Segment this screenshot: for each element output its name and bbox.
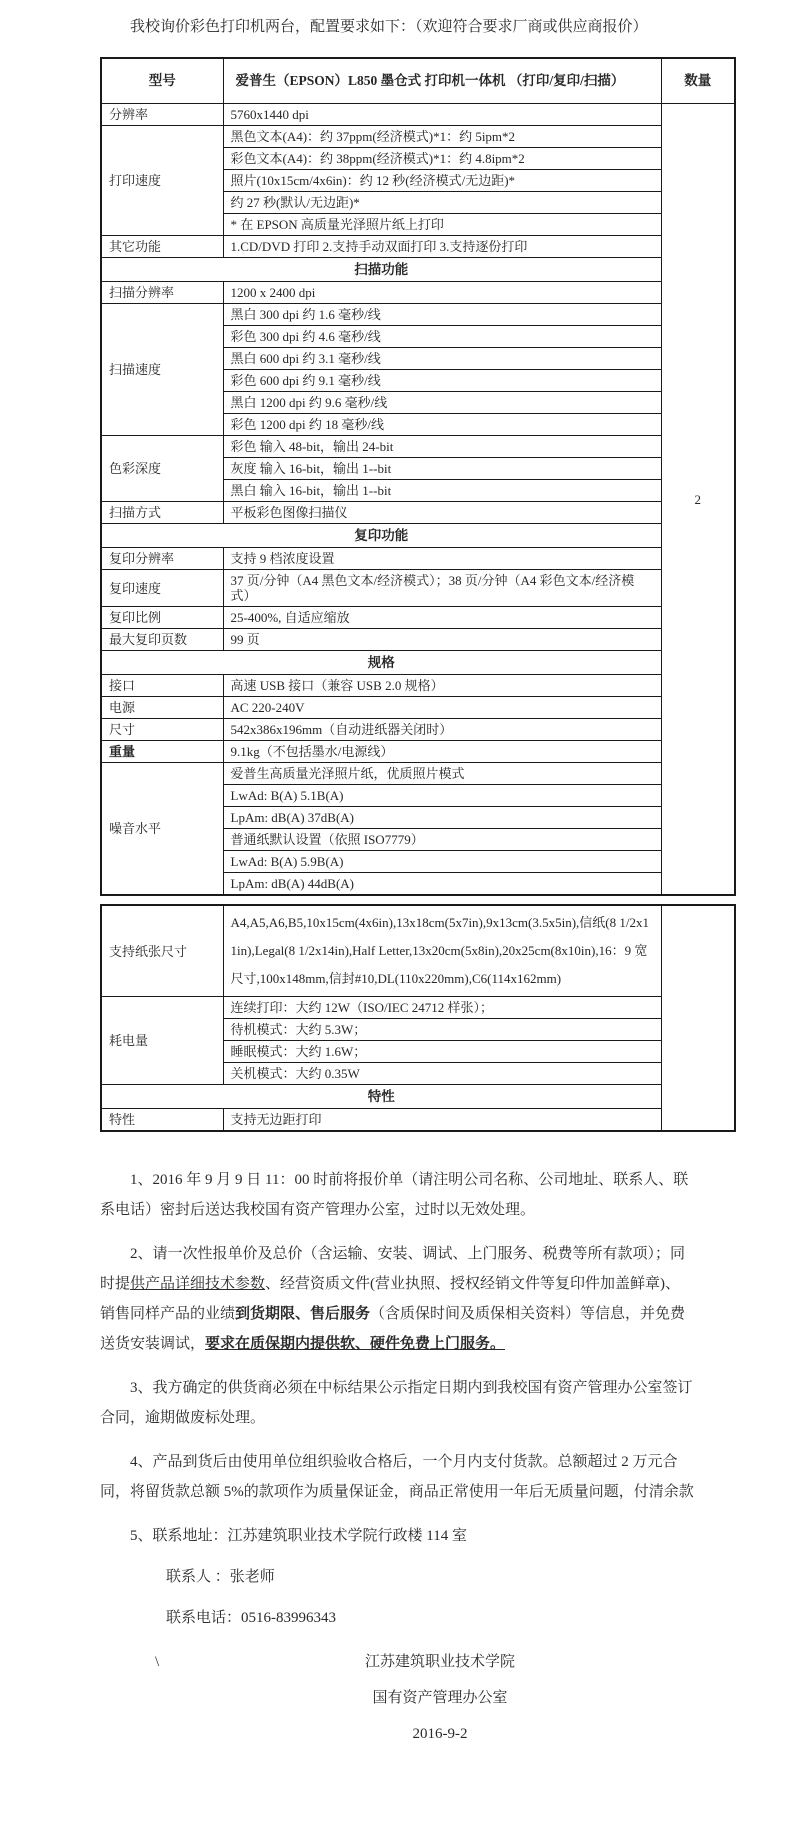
table-row (101, 675, 735, 697)
text-segment: 3、我方确定的供货商必须在中标结果公示指定日期内到我校国有资产管理办公室签订合同，逾期做废标处理。 (100, 1380, 693, 1426)
spec-value: 1200 x 2400 dpi (223, 282, 661, 304)
table-row (101, 548, 735, 570)
spec-value: 25-400%, 自适应缩放 (223, 607, 661, 629)
term-paragraph-4 (100, 1447, 694, 1507)
table-row (101, 697, 735, 719)
spec-label: 接口 (101, 675, 223, 697)
spec-value: 平板彩色图像扫描仪 (223, 502, 661, 524)
spec-value: 彩色 1200 dpi 约 18 毫秒/线 (223, 414, 661, 436)
term-paragraph-3 (100, 1373, 694, 1433)
table-row (101, 763, 735, 785)
spec-label: 电源 (101, 697, 223, 719)
spec-value: 高速 USB 接口（兼容 USB 2.0 规格） (223, 675, 661, 697)
text-segment: 供产品详细技术参数 (130, 1276, 266, 1292)
spec-label: 扫描分辨率 (101, 282, 223, 304)
spec-value: 黑白 300 dpi 约 1.6 毫秒/线 (223, 304, 661, 326)
spec-label: 扫描方式 (101, 502, 223, 524)
spec-value: 睡眠模式：大约 1.6W； (223, 1041, 661, 1063)
spec-label: 复印速度 (101, 570, 223, 607)
table-row (101, 282, 735, 304)
intro-paragraph: 我校询价彩色打印机两台，配置要求如下：（欢迎符合要求厂商或供应商报价） (130, 19, 648, 35)
spec-value: 9.1kg（不包括墨水/电源线） (223, 741, 661, 763)
quantity-cell (661, 905, 735, 1131)
spec-value: 黑色文本(A4)：约 37ppm(经济模式)*1：约 5ipm*2 (223, 126, 661, 148)
table-row (101, 719, 735, 741)
spec-value: 支持 9 档浓度设置 (223, 548, 661, 570)
table-row (101, 236, 735, 258)
spec-value: 待机模式：大约 5.3W； (223, 1019, 661, 1041)
section-header: 扫描功能 (101, 258, 661, 282)
spec-table-extra (100, 904, 736, 1132)
table-row (101, 629, 735, 651)
quantity-label-cell: 数量 (661, 58, 735, 104)
signature-lines (300, 1644, 580, 1752)
text-segment: 1、2016 年 9 月 9 日 11：00 时前将报价单（请注明公司名称、公司地址、联系人、联系电话）密封后送达我校国有资产管理办公室，过时以无效处理。 (100, 1172, 689, 1218)
spec-label: 特性 (101, 1109, 223, 1132)
spec-label: 分辨率 (101, 104, 223, 126)
table-row (101, 502, 735, 524)
spec-label: 扫描速度 (101, 304, 223, 436)
table-header-row (101, 58, 735, 104)
spec-label: 色彩深度 (101, 436, 223, 502)
spec-value: 彩色文本(A4)：约 38ppm(经济模式)*1：约 4.8ipm*2 (223, 148, 661, 170)
section-row (101, 1085, 735, 1109)
spec-value: 黑白 输入 16-bit，输出 1--bit (223, 480, 661, 502)
signature-block (100, 1644, 734, 1752)
spec-label: 噪音水平 (101, 763, 223, 896)
section-row (101, 651, 735, 675)
spec-value: * 在 EPSON 高质量光泽照片纸上打印 (223, 214, 661, 236)
spec-label: 重量 (101, 741, 223, 763)
spec-value: 照片(10x15cm/4x6in)：约 12 秒(经济模式/无边距)* (223, 170, 661, 192)
spec-label: 支持纸张尺寸 (101, 905, 223, 997)
text-segment: 到货期限、售后服务 (235, 1306, 371, 1322)
spec-value: 99 页 (223, 629, 661, 651)
table-row (101, 607, 735, 629)
spec-label: 耗电量 (101, 997, 223, 1085)
spec-value: 关机模式：大约 0.35W (223, 1063, 661, 1085)
section-header: 规格 (101, 651, 661, 675)
spec-table-main (100, 57, 736, 896)
table-row (101, 997, 735, 1019)
table-row (101, 741, 735, 763)
table-row (101, 1109, 735, 1132)
spec-value: 彩色 输入 48-bit，输出 24-bit (223, 436, 661, 458)
spec-label: 打印速度 (101, 126, 223, 236)
spec-value: 约 27 秒(默认/无边距)* (223, 192, 661, 214)
signature-date: 2016-9-2 (412, 1726, 468, 1742)
spec-label: 复印分辨率 (101, 548, 223, 570)
spec-value: 连续打印：大约 12W（ISO/IEC 24712 样张）； (223, 997, 661, 1019)
spec-value: 支持无边距打印 (223, 1109, 661, 1132)
terms-section (100, 1165, 694, 1507)
section-header: 特性 (101, 1085, 661, 1109)
spec-value: LwAd: B(A) 5.9B(A) (223, 851, 661, 873)
contact-section (100, 1521, 694, 1633)
spec-label: 复印比例 (101, 607, 223, 629)
spec-label: 尺寸 (101, 719, 223, 741)
text-segment: 要求在质保期内提供软、硬件免费上门服务。 (205, 1336, 506, 1352)
spec-value: 1.CD/DVD 打印 2.支持手动双面打印 3.支持逐份打印 (223, 236, 661, 258)
stray-backslash: \ (155, 1654, 160, 1670)
model-value-cell: 爱普生（EPSON）L850 墨仓式 打印机一体机 （打印/复印/扫描） (223, 58, 661, 104)
contact-person: 联系人 ：张老师 (166, 1569, 275, 1585)
table-row (101, 905, 735, 997)
text-segment: 4、产品到货后由使用单位组织验收合格后，一个月内支付货款。总额超过 2 万元合同，将留货款总额 5%的款项作为质量保证金，商品正常使用一年后无质量问题，付清余款 (100, 1454, 694, 1500)
term-paragraph-1 (100, 1165, 694, 1225)
spec-value: LpAm: dB(A) 44dB(A) (223, 873, 661, 896)
spec-value: AC 220-240V (223, 697, 661, 719)
spec-value: 黑白 1200 dpi 约 9.6 毫秒/线 (223, 392, 661, 414)
spec-value: A4,A5,A6,B5,10x15cm(4x6in),13x18cm(5x7in),9x13cm(3.5x5in),信纸(8 1/2x11in),Legal(8 1/2x14in),Half Letter,13x20cm(5x8in),20x25cm(8x10in),16：9 宽尺寸,100x148mm,信封#10,DL(110x220mm),C6(114x162mm) (223, 905, 661, 997)
table-row (101, 104, 735, 126)
text-segment: （含质保时间及质保相关资料）等信息，并免费送货安装调试， (100, 1306, 686, 1352)
spec-value: LpAm: dB(A) 37dB(A) (223, 807, 661, 829)
section-row (101, 524, 735, 548)
table-row (101, 436, 735, 458)
spec-value: 爱普生高质量光泽照片纸，优质照片模式 (223, 763, 661, 785)
spec-value: LwAd: B(A) 5.1B(A) (223, 785, 661, 807)
spec-value: 542x386x196mm（自动进纸器关闭时） (223, 719, 661, 741)
signature-org-line2: 国有资产管理办公室 (372, 1690, 508, 1706)
spec-label: 其它功能 (101, 236, 223, 258)
contact-address: 5、联系地址：江苏建筑职业技术学院行政楼 114 室 (130, 1528, 467, 1544)
contact-phone: 联系电话：0516-83996343 (166, 1610, 336, 1626)
spec-value: 5760x1440 dpi (223, 104, 661, 126)
spec-value: 彩色 300 dpi 约 4.6 毫秒/线 (223, 326, 661, 348)
section-header: 复印功能 (101, 524, 661, 548)
section-row (101, 258, 735, 282)
spec-value: 37 页/分钟（A4 黑色文本/经济模式）；38 页/分钟（A4 彩色文本/经济模式） (223, 570, 661, 607)
table-row (101, 304, 735, 326)
spec-value: 彩色 600 dpi 约 9.1 毫秒/线 (223, 370, 661, 392)
text-segment: 2、请一次性报单价及总价（含运输、安装、调试、上门服务、税费等所有款项）；同时提 (100, 1246, 686, 1292)
spec-label: 最大复印页数 (101, 629, 223, 651)
table-row (101, 570, 735, 607)
table-row (101, 126, 735, 148)
spec-value: 普通纸默认设置（依照 ISO7779） (223, 829, 661, 851)
quantity-cell: 2 (661, 104, 735, 896)
spec-value: 黑白 600 dpi 约 3.1 毫秒/线 (223, 348, 661, 370)
spec-value: 灰度 输入 16-bit，输出 1--bit (223, 458, 661, 480)
term-paragraph-2 (100, 1239, 694, 1359)
model-label-cell: 型号 (101, 58, 223, 104)
text-segment: 、经营资质文件(营业执照、授权经销文件等复印件加盖鲜章)、销售同样产品的业绩 (100, 1276, 681, 1322)
signature-org-line1: 江苏建筑职业技术学院 (364, 1654, 515, 1670)
